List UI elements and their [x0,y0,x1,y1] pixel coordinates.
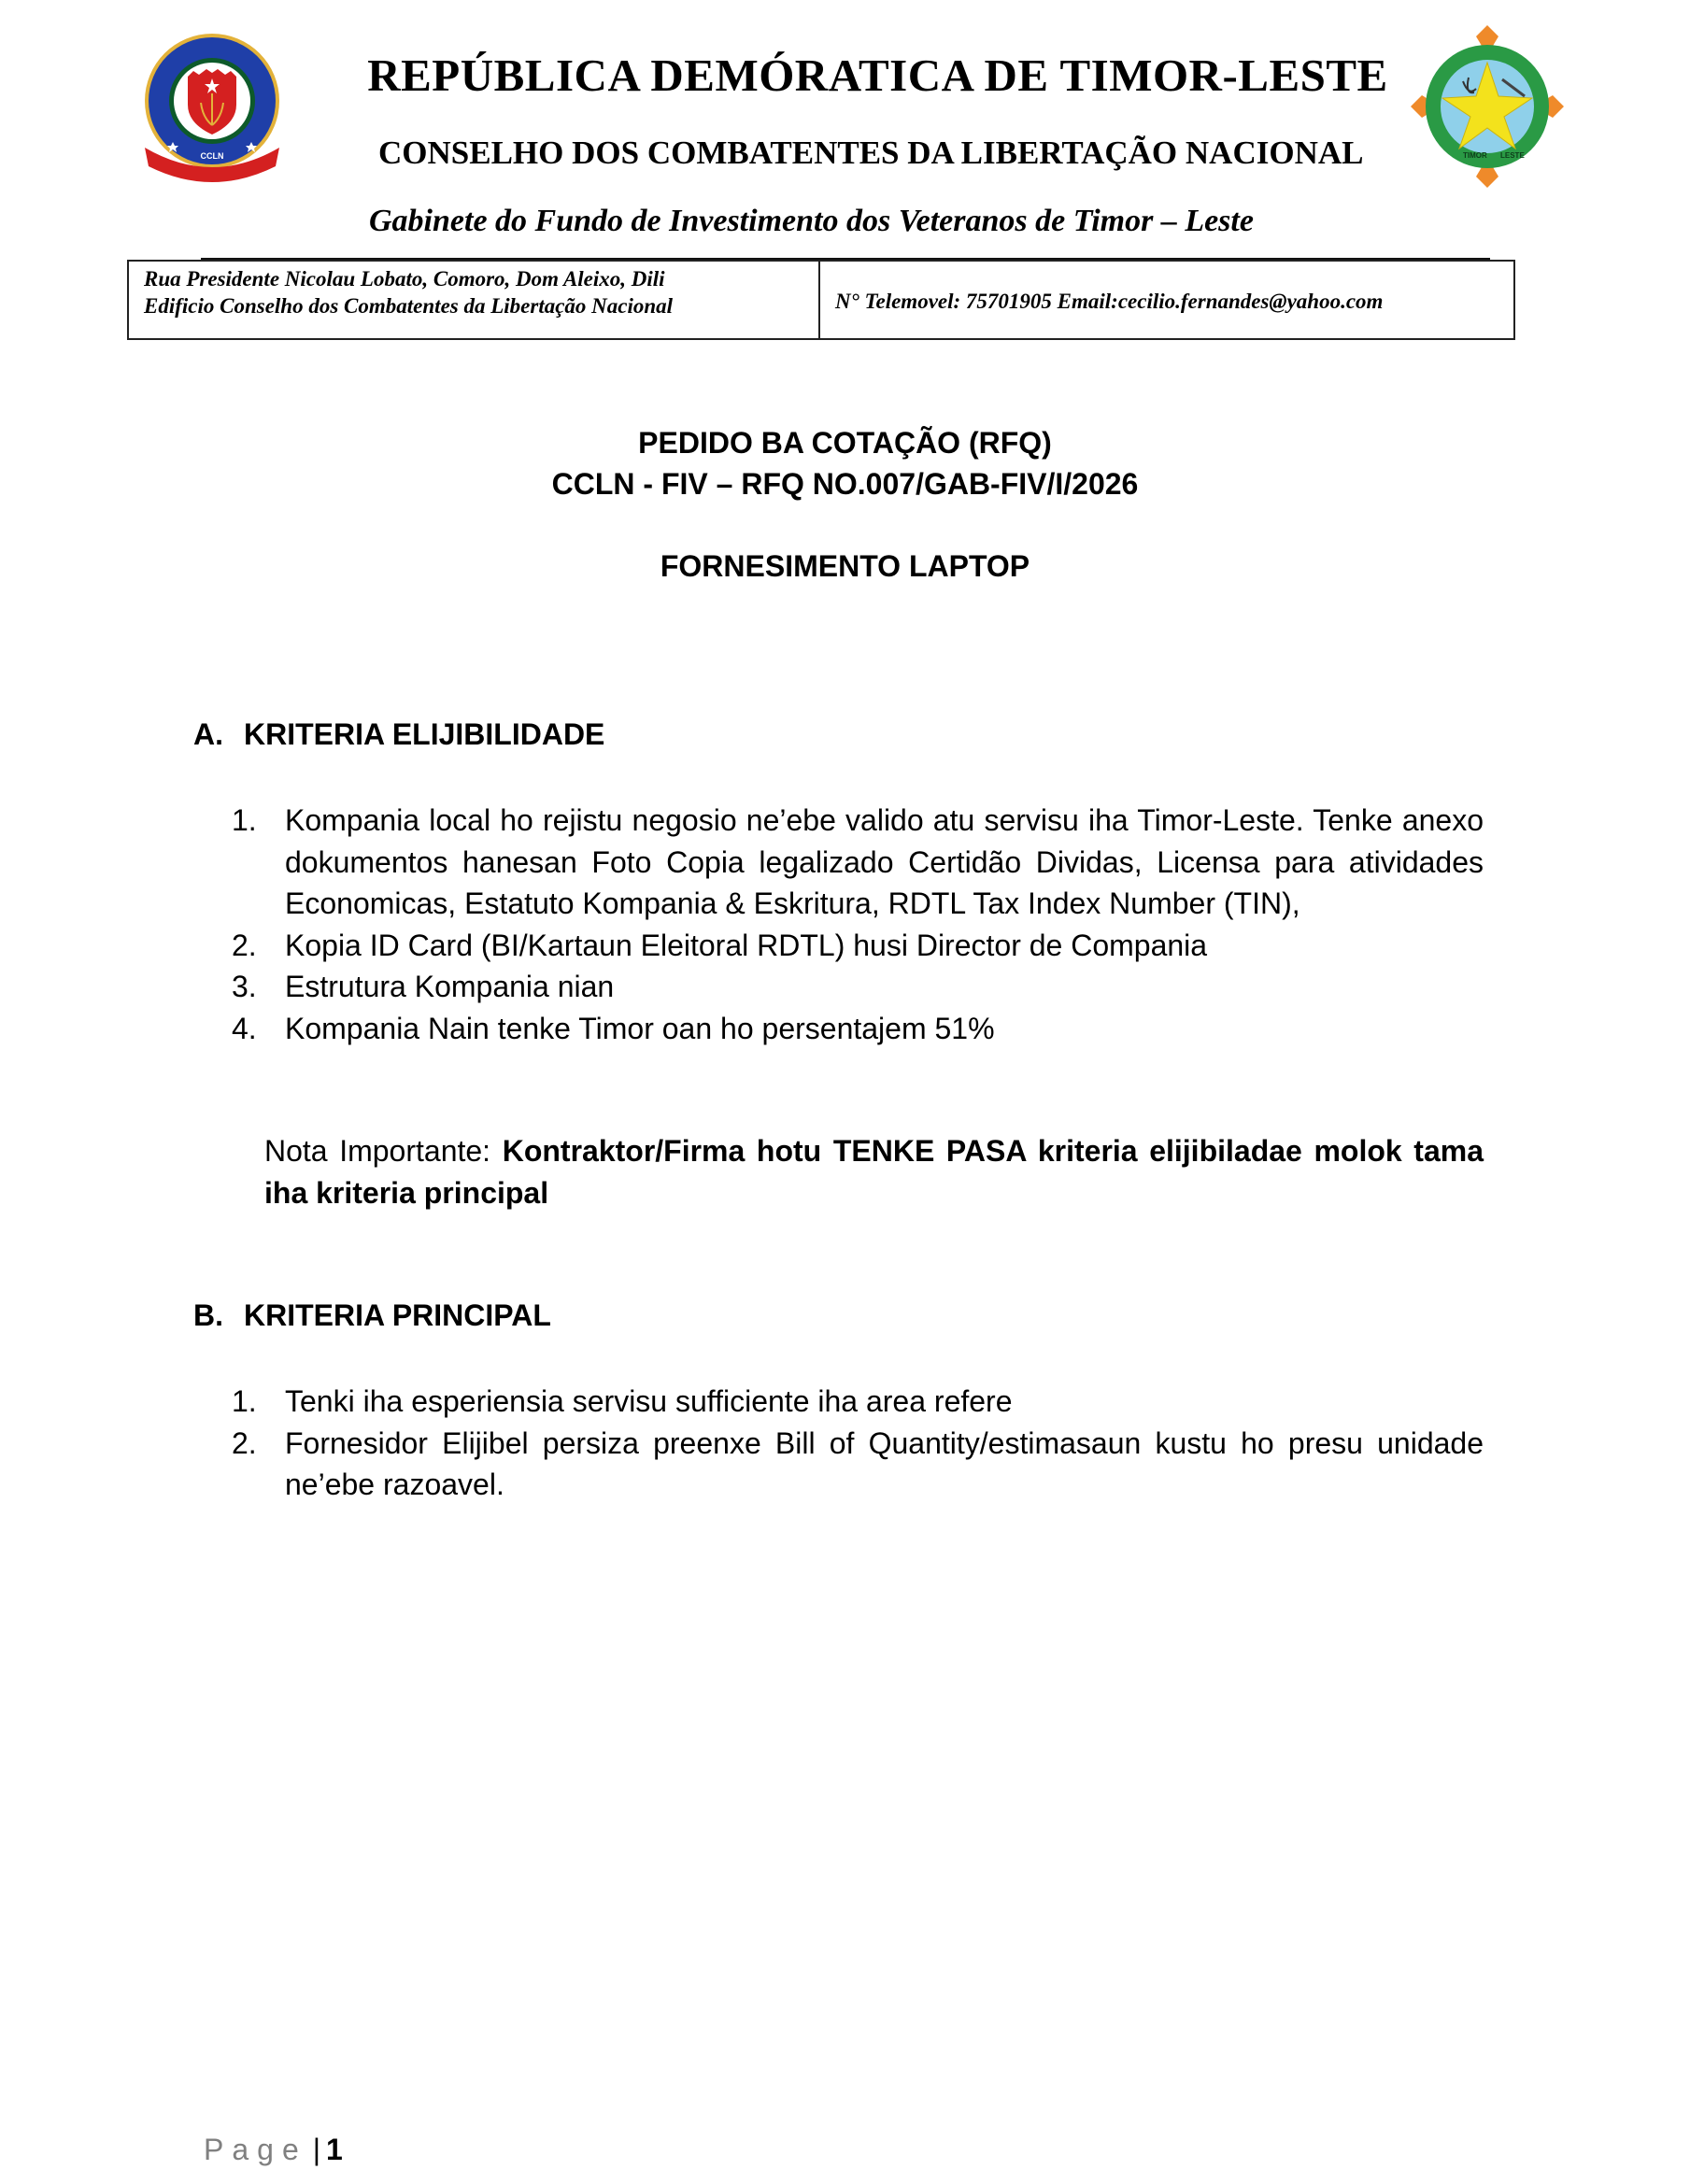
contact-cell: N° Telemovel: 75701905 Email:cecilio.fernandes@yahoo.com [835,290,1384,313]
list-item [232,800,1484,925]
list-item [232,966,1484,1008]
section-a-letter: A. [193,717,223,751]
list-item [232,1008,1484,1050]
list-item-text: Kopia ID Card (BI/Kartaun Eleitoral RDTL) husi Director de Compania [285,928,1208,962]
address-line-2: Edificio Conselho dos Combatentes da Libertação Nacional [144,294,674,318]
section-a-heading [193,717,604,752]
letterhead-title [0,49,1690,102]
page-label: Page [204,2133,307,2166]
document-title: PEDIDO BA COTAÇÃO (RFQ) [638,426,1052,460]
important-note [264,1130,1484,1213]
fiv-emblem-text-right: LESTE [1500,151,1525,160]
list-item-number: 1. [232,1384,257,1418]
fiv-emblem-text-left: TIMOR [1463,151,1487,160]
list-item-number: 2. [232,1425,257,1460]
list-item-text: Estrutura Kompania nian [285,970,615,1003]
page-footer [204,2133,343,2167]
section-b-title: KRITERIA PRINCIPAL [244,1298,551,1332]
note-text: Kontraktor/Firma hotu TENKE PASA kriteria elijibiladae molok tama iha kriteria principal [264,1134,1484,1210]
eligibility-criteria-list [232,800,1484,1049]
main-criteria-list [232,1381,1484,1506]
document-subject: FORNESIMENTO LAPTOP [660,549,1030,583]
list-item-number: 1. [232,803,257,837]
ccln-emblem-initials: CCLN [200,151,224,161]
list-item-text: Fornesidor Elijibel persiza preenxe Bill of Quantity/estimasaun kustu ho presu unidade ne’ebe razoavel. [285,1425,1484,1501]
letterhead-info-box [127,260,1515,340]
note-label: Nota Importante: [264,1134,503,1168]
address-line-1: Rua Presidente Nicolau Lobato, Comoro, Dom Aleixo, Dili [144,267,665,291]
list-item-text: Kompania local ho rejistu negosio ne’ebe valido atu servisu iha Timor-Leste. Tenke anexo dokumentos hanesan Foto Copia legalizado Certidão Dividas, Licensa para atividades Economicas, Estatuto Kompania & Eskritura, RDTL Tax Index Number (TIN), [285,803,1484,920]
list-item [232,1423,1484,1506]
list-item [232,925,1484,967]
list-item-number: 2. [232,928,257,962]
list-item-number: 4. [232,1011,257,1045]
list-item-text: Tenki iha esperiensia servisu sufficiente iha area refere [285,1384,1013,1418]
letterhead-office: Gabinete do Fundo de Investimento dos Veteranos de Timor – Leste [369,204,1254,238]
address-cell [129,262,820,338]
section-b-heading [193,1298,551,1333]
page-separator: | [312,2133,321,2166]
section-b-letter: B. [193,1298,223,1332]
letterhead-title-text: REPÚBLICA DEMÓRATICA DE TIMOR-LESTE [367,50,1388,101]
letterhead-council: CONSELHO DOS COMBATENTES DA LIBERTAÇÃO NACIONAL [378,135,1364,171]
list-item-text: Kompania Nain tenke Timor oan ho persentajem 51% [285,1011,995,1045]
section-a-title: KRITERIA ELIJIBILIDADE [244,717,605,751]
list-item-number: 3. [232,970,257,1003]
list-item [232,1381,1484,1423]
document-reference: CCLN - FIV – RFQ NO.007/GAB-FIV/I/2026 [551,467,1139,501]
page-number: 1 [326,2133,343,2166]
